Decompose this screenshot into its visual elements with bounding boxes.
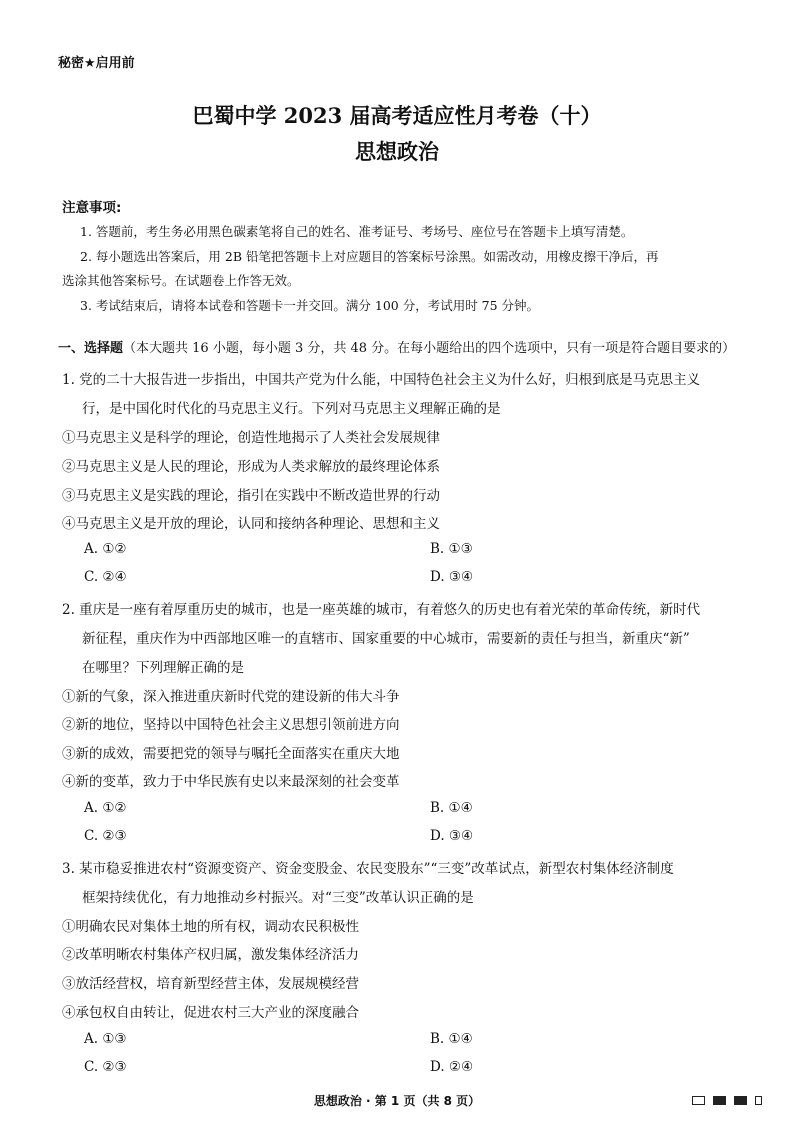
notice-heading: 注意事项: (62, 200, 122, 216)
question-1-statement: ①马克思主义是科学的理论，创造性地揭示了人类社会发展规律 (62, 430, 440, 446)
exam-title: 巴蜀中学 2023 届高考适应性月考卷（十） (192, 103, 602, 128)
subject-title: 思想政治 (355, 139, 439, 164)
question-2-stem: 新征程，重庆作为中西部地区唯一的直辖市、国家重要的中心城市，需要新的责任与担当，新重庆“新” (82, 631, 690, 647)
question-2-stem: 2. 重庆是一座有着厚重历史的城市，也是一座英雄的城市，有着悠久的历史也有着光荣的革命传统，新时代 (62, 602, 701, 618)
question-3-statement: ④承包权自由转让，促进农村三大产业的深度融合 (62, 1005, 359, 1021)
question-3-statement: ①明确农民对集体土地的所有权，调动农民积极性 (62, 919, 359, 935)
question-3-statement: ③放活经营权，培育新型经营主体，发展规模经营 (62, 976, 359, 992)
page-footer: 思想政治 · 第 1 页（共 8 页） (313, 1094, 481, 1108)
question-3-option-d: D. ②④ (430, 1059, 474, 1075)
question-1-statement: ③马克思主义是实践的理论，指引在实践中不断改造世界的行动 (62, 488, 440, 504)
notice-item: 选涂其他答案标号。在试题卷上作答无效。 (62, 273, 300, 288)
question-2-stem: 在哪里？下列理解正确的是 (82, 660, 244, 676)
question-2-option-c: C. ②③ (84, 828, 127, 844)
registration-mark-icon (713, 1096, 726, 1105)
question-1-stem: 行，是中国化时代化的马克思主义行。下列对马克思主义理解正确的是 (82, 401, 501, 417)
notice-item: 3. 考试结束后，请将本试卷和答题卡一并交回。满分 100 分，考试用时 75 分钟。 (80, 298, 540, 313)
question-2-statement: ④新的变革，致力于中华民族有史以来最深刻的社会变革 (62, 774, 400, 790)
question-2-option-b: B. ①④ (430, 800, 473, 816)
section-title: 一、选择题 (58, 341, 124, 356)
question-1-option-c: C. ②④ (84, 569, 127, 585)
scan-marks (692, 1096, 762, 1105)
question-3-option-b: B. ①④ (430, 1031, 473, 1047)
section-header (58, 337, 735, 356)
section-description: （本大题共 16 小题，每小题 3 分，共 48 分。在每小题给出的四个选项中，只有一项是符合题目要求的） (123, 341, 736, 356)
question-1-option-b: B. ①③ (430, 541, 473, 557)
question-3-option-a: A. ①③ (84, 1031, 127, 1047)
notice-item: 2. 每小题选出答案后，用 2B 铅笔把答题卡上对应题目的答案标号涂黑。如需改动，用橡皮擦干净后，再 (80, 249, 659, 264)
question-3-stem: 3. 某市稳妥推进农村“资源变资产、资金变股金、农民变股东”“三变”改革试点，新型农村集体经济制度 (62, 861, 674, 877)
question-1-statement: ④马克思主义是开放的理论，认同和接纳各种理论、思想和主义 (62, 516, 440, 532)
question-1-statement: ②马克思主义是人民的理论，形成为人类求解放的最终理论体系 (62, 459, 440, 475)
registration-mark-icon (734, 1096, 747, 1105)
question-3-statement: ②改革明晰农村集体产权归属，激发集体经济活力 (62, 947, 359, 963)
question-2-option-a: A. ①② (84, 800, 127, 816)
notice-item: 1. 答题前，考生务必用黑色碳素笔将自己的姓名、准考证号、考场号、座位号在答题卡上填写清楚。 (80, 224, 634, 239)
question-2-statement: ③新的成效，需要把党的领导与嘱托全面落实在重庆大地 (62, 746, 400, 762)
question-3-stem: 框架持续优化，有力地推动乡村振兴。对“三变”改革认识正确的是 (82, 890, 474, 906)
question-2-statement: ②新的地位，坚持以中国特色社会主义思想引领前进方向 (62, 717, 400, 733)
question-1-option-a: A. ①② (84, 541, 127, 557)
confidential-label: 秘密★启用前 (58, 56, 135, 71)
registration-mark-icon (692, 1096, 705, 1105)
question-3-option-c: C. ②③ (84, 1059, 127, 1075)
registration-mark-icon (755, 1096, 762, 1105)
question-1-stem: 1. 党的二十大报告进一步指出，中国共产党为什么能，中国特色社会主义为什么好，归根到底是马克思主义 (62, 372, 701, 388)
question-2-option-d: D. ③④ (430, 828, 474, 844)
question-2-statement: ①新的气象，深入推进重庆新时代党的建设新的伟大斗争 (62, 689, 400, 705)
question-1-option-d: D. ③④ (430, 569, 474, 585)
